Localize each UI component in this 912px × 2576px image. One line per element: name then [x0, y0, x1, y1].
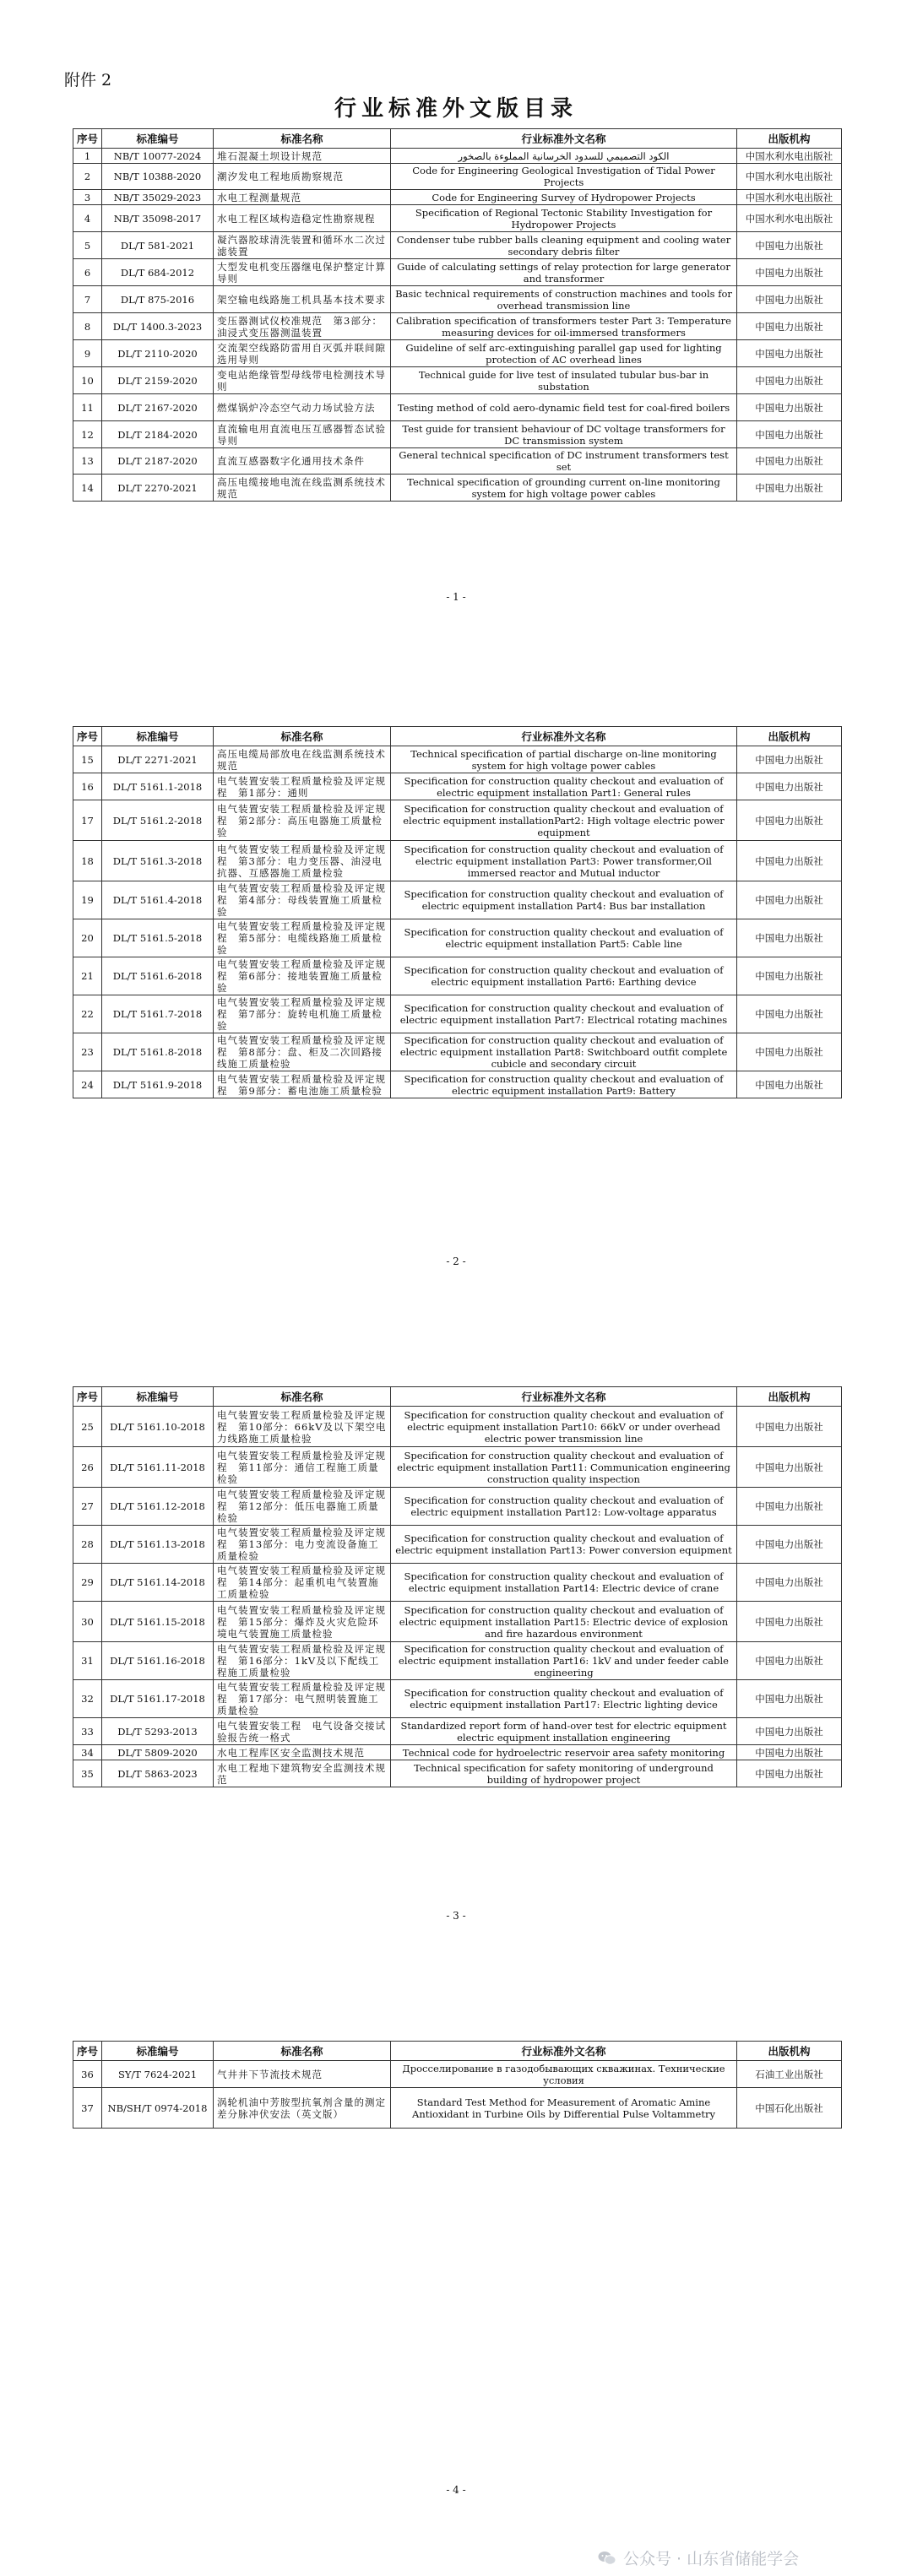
standard-name-cn: 水电工程区域构造稳定性勘察规程 [214, 205, 391, 232]
col-header-cn-name: 标准名称 [214, 2042, 391, 2061]
standard-name-cn: 电气装置安装工程质量检验及评定规程 第7部分：旋转电机施工质量检验 [214, 995, 391, 1033]
col-header-publisher: 出版机构 [737, 1387, 842, 1407]
standard-name-en: Specification for construction quality checkout and evaluation of electric equipment installation Part17: Electric lighting device [391, 1680, 737, 1718]
standard-name-cn: 水电工程地下建筑物安全监测技术规范 [214, 1760, 391, 1787]
standard-name-en: Standardized report form of hand-over test for electric equipment electric equipment installation engineering [391, 1718, 737, 1745]
table-header-row [73, 2042, 842, 2061]
publisher: 中国电力出版社 [737, 1642, 842, 1680]
publisher: 中国电力出版社 [737, 1564, 842, 1602]
table-row [73, 421, 842, 448]
table-row [73, 448, 842, 475]
standard-name-cn: 直流输电用直流电压互感器暂态试验导则 [214, 421, 391, 448]
standard-code: NB/T 35098-2017 [102, 205, 214, 232]
col-header-code: 标准编号 [102, 2042, 214, 2061]
publisher: 中国电力出版社 [737, 313, 842, 340]
publisher: 中国电力出版社 [737, 746, 842, 773]
standard-name-en: Code for Engineering Geological Investigation of Tidal Power Projects [391, 164, 737, 190]
publisher: 中国电力出版社 [737, 367, 842, 394]
standard-code: DL/T 5161.4-2018 [102, 881, 214, 919]
row-number: 26 [73, 1447, 102, 1488]
standard-name-cn: 水电工程库区安全监测技术规范 [214, 1745, 391, 1760]
standard-code: DL/T 5161.13-2018 [102, 1526, 214, 1564]
col-header-no: 序号 [73, 129, 102, 149]
table-row [73, 995, 842, 1033]
row-number: 18 [73, 841, 102, 881]
standard-code: DL/T 684-2012 [102, 259, 214, 286]
standard-code: DL/T 5161.3-2018 [102, 841, 214, 881]
standard-name-en: Specification for construction quality checkout and evaluation of electric equipment installation Part11: Communication engineering construction quality inspection [391, 1447, 737, 1488]
standard-name-cn: 堆石混凝土坝设计规范 [214, 149, 391, 164]
standard-name-en: الكود التصميمي للسدود الخرسانية المملوءة بالصخور [391, 149, 737, 164]
publisher: 中国电力出版社 [737, 1071, 842, 1098]
standard-name-cn: 高压电缆局部放电在线监测系统技术规范 [214, 746, 391, 773]
standard-name-cn: 电气装置安装工程质量检验及评定规程 第16部分：1kV及以下配线工程施工质量检验 [214, 1642, 391, 1680]
publisher: 中国电力出版社 [737, 421, 842, 448]
standard-name-cn: 变压器测试仪校准规范 第3部分：油浸式变压器测温装置 [214, 313, 391, 340]
standard-code: DL/T 5161.17-2018 [102, 1680, 214, 1718]
row-number: 29 [73, 1564, 102, 1602]
col-header-no: 序号 [73, 727, 102, 746]
row-number: 34 [73, 1745, 102, 1760]
publisher: 中国电力出版社 [737, 1488, 842, 1526]
standard-name-en: Code for Engineering Survey of Hydropower Projects [391, 190, 737, 205]
standard-name-cn: 电气装置安装工程质量检验及评定规程 第5部分：电缆线路施工质量检验 [214, 919, 391, 957]
table-row [73, 149, 842, 164]
standard-name-en: Specification for construction quality checkout and evaluation of electric equipment installation Part15: Electric device of explosion and fire hazardous environment [391, 1602, 737, 1642]
standard-name-en: Technical specification of grounding current on-line monitoring system for high voltage power cables [391, 475, 737, 502]
table-row [73, 1642, 842, 1680]
standard-name-cn: 大型发电机变压器继电保护整定计算导则 [214, 259, 391, 286]
standard-code: DL/T 5161.6-2018 [102, 957, 214, 995]
row-number: 15 [73, 746, 102, 773]
table-header-row [73, 727, 842, 746]
standard-code: DL/T 5161.15-2018 [102, 1602, 214, 1642]
col-header-en-name: 行业标准外文名称 [391, 2042, 737, 2061]
standard-name-en: Specification for construction quality checkout and evaluation of electric equipment installation Part9: Battery [391, 1071, 737, 1098]
table-row [73, 841, 842, 881]
col-header-code: 标准编号 [102, 1387, 214, 1407]
table-row [73, 1033, 842, 1071]
publisher: 中国电力出版社 [737, 995, 842, 1033]
standard-name-en: Specification of Regional Tectonic Stability Investigation for Hydropower Projects [391, 205, 737, 232]
row-number: 13 [73, 448, 102, 475]
table-header-row [73, 1387, 842, 1407]
row-number: 23 [73, 1033, 102, 1071]
table-row [73, 1564, 842, 1602]
standard-name-cn: 电气装置安装工程质量检验及评定规程 第8部分：盘、柜及二次回路接线施工质量检验 [214, 1033, 391, 1071]
col-header-publisher: 出版机构 [737, 129, 842, 149]
standard-name-en: Specification for construction quality checkout and evaluation of electric equipment installation Part6: Earthing device [391, 957, 737, 995]
publisher: 中国电力出版社 [737, 841, 842, 881]
row-number: 12 [73, 421, 102, 448]
table-row [73, 2088, 842, 2129]
table-row [73, 232, 842, 259]
standard-name-en: Technical code for hydroelectric reservoir area safety monitoring [391, 1745, 737, 1760]
table-row [73, 367, 842, 394]
standards-table-page-3 [73, 1386, 842, 1787]
col-header-cn-name: 标准名称 [214, 129, 391, 149]
table-row [73, 164, 842, 190]
publisher: 石油工业出版社 [737, 2061, 842, 2088]
standard-name-cn: 变电站绝缘管型母线带电检测技术导则 [214, 367, 391, 394]
table-row [73, 1745, 842, 1760]
col-header-cn-name: 标准名称 [214, 1387, 391, 1407]
publisher: 中国电力出版社 [737, 232, 842, 259]
standard-name-en: General technical specification of DC instrument transformers test set [391, 448, 737, 475]
publisher: 中国电力出版社 [737, 1745, 842, 1760]
table-row [73, 1407, 842, 1447]
standard-code: DL/T 5161.2-2018 [102, 800, 214, 841]
standard-name-cn: 电气装置安装工程质量检验及评定规程 第3部分：电力变压器、油浸电抗器、互感器施工质量检验 [214, 841, 391, 881]
table-row [73, 313, 842, 340]
publisher: 中国水利水电出版社 [737, 164, 842, 190]
standard-code: DL/T 5161.10-2018 [102, 1407, 214, 1447]
table-row [73, 475, 842, 502]
standard-code: NB/SH/T 0974-2018 [102, 2088, 214, 2129]
table-row [73, 205, 842, 232]
standard-name-cn: 电气装置安装工程质量检验及评定规程 第10部分：66kV及以下架空电力线路施工质量检验 [214, 1407, 391, 1447]
standard-code: DL/T 2271-2021 [102, 746, 214, 773]
publisher: 中国水利水电出版社 [737, 205, 842, 232]
standard-code: DL/T 2187-2020 [102, 448, 214, 475]
publisher: 中国电力出版社 [737, 286, 842, 313]
standard-code: DL/T 875-2016 [102, 286, 214, 313]
col-header-no: 序号 [73, 2042, 102, 2061]
standard-name-en: Test guide for transient behaviour of DC voltage transformers for DC transmission system [391, 421, 737, 448]
publisher: 中国水利水电出版社 [737, 149, 842, 164]
table-row [73, 340, 842, 367]
standard-code: DL/T 2184-2020 [102, 421, 214, 448]
standard-code: DL/T 2270-2021 [102, 475, 214, 502]
standard-name-cn: 电气装置安装工程质量检验及评定规程 第14部分：起重机电气装置施工质量检验 [214, 1564, 391, 1602]
table-row [73, 800, 842, 841]
row-number: 37 [73, 2088, 102, 2129]
attachment-label: 附件 2 [64, 71, 112, 89]
publisher: 中国电力出版社 [737, 800, 842, 841]
publisher: 中国石化出版社 [737, 2088, 842, 2129]
publisher: 中国电力出版社 [737, 1407, 842, 1447]
publisher: 中国电力出版社 [737, 340, 842, 367]
standard-name-en: Testing method of cold aero-dynamic field test for coal-fired boilers [391, 394, 737, 421]
table-row [73, 1447, 842, 1488]
standard-name-cn: 电气装置安装工程质量检验及评定规程 第1部分：通则 [214, 773, 391, 800]
document-title: 行业标准外文版目录 [334, 96, 578, 122]
table-row [73, 259, 842, 286]
standard-name-cn: 水电工程测量规范 [214, 190, 391, 205]
wechat-icon [598, 2551, 616, 2566]
row-number: 1 [73, 149, 102, 164]
col-header-code: 标准编号 [102, 727, 214, 746]
standards-table-page-2 [73, 726, 842, 1098]
publisher: 中国电力出版社 [737, 919, 842, 957]
standards-table-page-1 [73, 128, 842, 502]
table-row [73, 919, 842, 957]
row-number: 3 [73, 190, 102, 205]
row-number: 2 [73, 164, 102, 190]
standard-name-en: Specification for construction quality checkout and evaluation of electric equipment installation Part13: Power conversion equipment [391, 1526, 737, 1564]
standard-name-cn: 高压电缆接地电流在线监测系统技术规范 [214, 475, 391, 502]
publisher: 中国电力出版社 [737, 957, 842, 995]
standard-name-en: Technical guide for live test of insulated tubular bus-bar in substation [391, 367, 737, 394]
publisher: 中国电力出版社 [737, 394, 842, 421]
standard-code: NB/T 10077-2024 [102, 149, 214, 164]
standard-name-cn: 交流架空线路防雷用自灭弧并联间隙选用导则 [214, 340, 391, 367]
row-number: 4 [73, 205, 102, 232]
standard-name-en: Basic technical requirements of construction machines and tools for overhead transmission line [391, 286, 737, 313]
standard-code: DL/T 2110-2020 [102, 340, 214, 367]
page-number: - 4 - [446, 2484, 466, 2496]
standard-code: DL/T 5809-2020 [102, 1745, 214, 1760]
publisher: 中国电力出版社 [737, 1718, 842, 1745]
standard-code: DL/T 5863-2023 [102, 1760, 214, 1787]
standard-name-cn: 电气装置安装工程质量检验及评定规程 第6部分：接地装置施工质量检验 [214, 957, 391, 995]
standard-name-en: Condenser tube rubber balls cleaning equipment and cooling water secondary debris filter [391, 232, 737, 259]
table-row [73, 190, 842, 205]
standard-code: DL/T 5161.12-2018 [102, 1488, 214, 1526]
standard-code: DL/T 5161.1-2018 [102, 773, 214, 800]
col-header-cn-name: 标准名称 [214, 727, 391, 746]
standard-name-en: Specification for construction quality checkout and evaluation of electric equipment installationPart2: High voltage electric power equipment [391, 800, 737, 841]
row-number: 11 [73, 394, 102, 421]
standard-code: DL/T 581-2021 [102, 232, 214, 259]
row-number: 5 [73, 232, 102, 259]
table-row [73, 1488, 842, 1526]
row-number: 9 [73, 340, 102, 367]
standard-name-en: Technical specification of partial discharge on-line monitoring system for high voltage power cables [391, 746, 737, 773]
standard-name-en: Specification for construction quality checkout and evaluation of electric equipment installation Part7: Electrical rotating machines [391, 995, 737, 1033]
standard-code: SY/T 7624-2021 [102, 2061, 214, 2088]
col-header-code: 标准编号 [102, 129, 214, 149]
standard-code: DL/T 5161.11-2018 [102, 1447, 214, 1488]
publisher: 中国电力出版社 [737, 1680, 842, 1718]
col-header-publisher: 出版机构 [737, 727, 842, 746]
publisher: 中国水利水电出版社 [737, 190, 842, 205]
page-number: - 2 - [446, 1255, 466, 1267]
standard-code: DL/T 2167-2020 [102, 394, 214, 421]
publisher: 中国电力出版社 [737, 448, 842, 475]
standard-name-en: Standard Test Method for Measurement of Aromatic Amine Antioxidant in Turbine Oils by Differential Pulse Voltammetry [391, 2088, 737, 2129]
standard-name-en: Дросселирование в газодобывающих скважинах. Технические условия [391, 2061, 737, 2088]
standard-name-cn: 电气装置安装工程 电气设备交接试验报告统一格式 [214, 1718, 391, 1745]
standard-name-en: Calibration specification of transformers tester Part 3: Temperature measuring devices for oil-immersed transformers [391, 313, 737, 340]
standard-name-en: Specification for construction quality checkout and evaluation of electric equipment installation Part5: Cable line [391, 919, 737, 957]
row-number: 7 [73, 286, 102, 313]
standards-table-page-4 [73, 2041, 842, 2129]
standard-code: DL/T 5161.7-2018 [102, 995, 214, 1033]
row-number: 8 [73, 313, 102, 340]
publisher: 中国电力出版社 [737, 475, 842, 502]
standard-code: NB/T 35029-2023 [102, 190, 214, 205]
table-row [73, 773, 842, 800]
row-number: 27 [73, 1488, 102, 1526]
row-number: 32 [73, 1680, 102, 1718]
publisher: 中国电力出版社 [737, 1760, 842, 1787]
table-row [73, 2061, 842, 2088]
standard-name-cn: 架空输电线路施工机具基本技术要求 [214, 286, 391, 313]
row-number: 22 [73, 995, 102, 1033]
table-row [73, 1071, 842, 1098]
watermark-text: 公众号 · 山东省储能学会 [623, 2550, 800, 2568]
standard-name-en: Guide of calculating settings of relay protection for large generator and transformer [391, 259, 737, 286]
table-row [73, 957, 842, 995]
publisher: 中国电力出版社 [737, 1033, 842, 1071]
standard-name-cn: 电气装置安装工程质量检验及评定规程 第2部分：高压电器施工质量检验 [214, 800, 391, 841]
page-number: - 1 - [446, 591, 466, 603]
standard-name-cn: 电气装置安装工程质量检验及评定规程 第17部分：电气照明装置施工质量检验 [214, 1680, 391, 1718]
standard-name-cn: 电气装置安装工程质量检验及评定规程 第15部分：爆炸及火灾危险环境电气装置施工质量检验 [214, 1602, 391, 1642]
col-header-en-name: 行业标准外文名称 [391, 727, 737, 746]
standard-name-en: Specification for construction quality checkout and evaluation of electric equipment installation Part14: Electric device of crane [391, 1564, 737, 1602]
table-row [73, 1760, 842, 1787]
standard-name-en: Specification for construction quality checkout and evaluation of electric equipment installation Part16: 1kV and under feeder cable engineering [391, 1642, 737, 1680]
standard-code: DL/T 5161.8-2018 [102, 1033, 214, 1071]
standard-code: DL/T 5161.9-2018 [102, 1071, 214, 1098]
col-header-en-name: 行业标准外文名称 [391, 1387, 737, 1407]
row-number: 24 [73, 1071, 102, 1098]
standard-code: DL/T 5161.5-2018 [102, 919, 214, 957]
row-number: 33 [73, 1718, 102, 1745]
publisher: 中国电力出版社 [737, 881, 842, 919]
row-number: 19 [73, 881, 102, 919]
standard-name-cn: 电气装置安装工程质量检验及评定规程 第13部分：电力变流设备施工质量检验 [214, 1526, 391, 1564]
row-number: 31 [73, 1642, 102, 1680]
row-number: 14 [73, 475, 102, 502]
page-number: - 3 - [446, 1910, 466, 1922]
standard-code: DL/T 2159-2020 [102, 367, 214, 394]
standard-code: DL/T 1400.3-2023 [102, 313, 214, 340]
table-row [73, 394, 842, 421]
standard-name-cn: 气井井下节流技术规范 [214, 2061, 391, 2088]
standard-code: DL/T 5293-2013 [102, 1718, 214, 1745]
standard-name-cn: 电气装置安装工程质量检验及评定规程 第12部分：低压电器施工质量检验 [214, 1488, 391, 1526]
publisher: 中国电力出版社 [737, 1447, 842, 1488]
standard-name-en: Technical specification for safety monitoring of underground building of hydropower project [391, 1760, 737, 1787]
watermark [598, 2546, 799, 2569]
row-number: 10 [73, 367, 102, 394]
standard-name-en: Specification for construction quality checkout and evaluation of electric equipment installation Part3: Power transformer,Oil immersed reactor and Mutual inductor [391, 841, 737, 881]
standard-name-cn: 涡轮机油中芳胺型抗氧剂含量的测定 差分脉冲伏安法（英文版） [214, 2088, 391, 2129]
standard-name-en: Specification for construction quality checkout and evaluation of electric equipment installation Part10: 66kV or under overhead electric power transmission line [391, 1407, 737, 1447]
table-header-row [73, 129, 842, 149]
publisher: 中国电力出版社 [737, 773, 842, 800]
standard-name-cn: 潮汐发电工程地质勘察规范 [214, 164, 391, 190]
standard-name-cn: 直流互感器数字化通用技术条件 [214, 448, 391, 475]
standard-name-cn: 电气装置安装工程质量检验及评定规程 第11部分：通信工程施工质量检验 [214, 1447, 391, 1488]
row-number: 30 [73, 1602, 102, 1642]
standard-code: DL/T 5161.14-2018 [102, 1564, 214, 1602]
standard-code: NB/T 10388-2020 [102, 164, 214, 190]
row-number: 21 [73, 957, 102, 995]
standard-name-en: Specification for construction quality checkout and evaluation of electric equipment installation Part1: General rules [391, 773, 737, 800]
table-row [73, 1680, 842, 1718]
col-header-publisher: 出版机构 [737, 2042, 842, 2061]
row-number: 6 [73, 259, 102, 286]
table-row [73, 1718, 842, 1745]
table-row [73, 881, 842, 919]
standard-name-cn: 电气装置安装工程质量检验及评定规程 第9部分：蓄电池施工质量检验 [214, 1071, 391, 1098]
row-number: 36 [73, 2061, 102, 2088]
standard-name-cn: 电气装置安装工程质量检验及评定规程 第4部分：母线装置施工质量检验 [214, 881, 391, 919]
row-number: 28 [73, 1526, 102, 1564]
publisher: 中国电力出版社 [737, 259, 842, 286]
standard-name-en: Guideline of self arc-extinguishing parallel gap used for lighting protection of AC overhead lines [391, 340, 737, 367]
standard-code: DL/T 5161.16-2018 [102, 1642, 214, 1680]
standard-name-cn: 凝汽器胶球清洗装置和循环水二次过滤装置 [214, 232, 391, 259]
table-row [73, 286, 842, 313]
table-row [73, 746, 842, 773]
row-number: 17 [73, 800, 102, 841]
standard-name-en: Specification for construction quality checkout and evaluation of electric equipment installation Part12: Low-voltage apparatus [391, 1488, 737, 1526]
table-row [73, 1602, 842, 1642]
col-header-no: 序号 [73, 1387, 102, 1407]
row-number: 25 [73, 1407, 102, 1447]
publisher: 中国电力出版社 [737, 1602, 842, 1642]
row-number: 16 [73, 773, 102, 800]
row-number: 35 [73, 1760, 102, 1787]
row-number: 20 [73, 919, 102, 957]
col-header-en-name: 行业标准外文名称 [391, 129, 737, 149]
publisher: 中国电力出版社 [737, 1526, 842, 1564]
table-row [73, 1526, 842, 1564]
standard-name-cn: 燃煤锅炉冷态空气动力场试验方法 [214, 394, 391, 421]
standard-name-en: Specification for construction quality checkout and evaluation of electric equipment installation Part8: Switchboard outfit complete cubicle and secondary circuit [391, 1033, 737, 1071]
standard-name-en: Specification for construction quality checkout and evaluation of electric equipment installation Part4: Bus bar installation [391, 881, 737, 919]
